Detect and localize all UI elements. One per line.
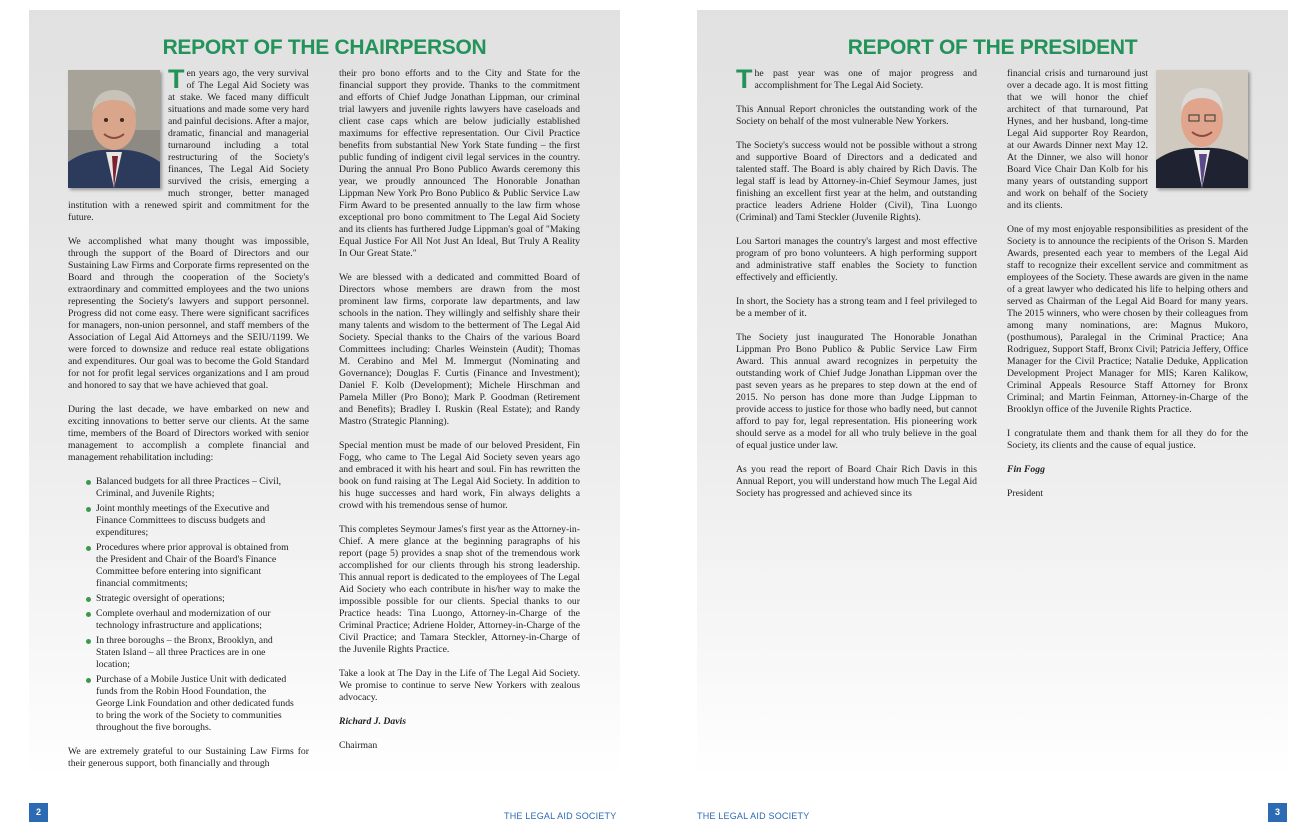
- paragraph: their pro bono efforts and to the City and State for the financial support they provide. Thanks to the commitment and efforts of Chief Judge Jonathan Lippman, our criminal trial lawyers and juvenile rights lawyers have caseloads and client case caps which are below judicially established maximums for effective representation. Our Civil Practice benefits from substantial New York State funding – the first public funding of indigent civil legal services in the country. During the annual Pro Bono Publico Awards ceremony this year, we proudly announced The Honorable Jonathan Lippman New York Pro Bono Publico & Public Service Law Firm Award to be presented annually to the law firm whose exceptional pro bono commitment to The Legal Aid Society and its clients has furthered Judge Lippman's goal of "Making Equal Justice For All Not Just An Ideal, But Truly A Reality In Our Great State.": [339, 68, 580, 259]
- paragraph: I congratulate them and thank them for all they do for the Society, its clients and the cause of equal justice.: [1007, 428, 1248, 451]
- signature-role: Chairman: [339, 740, 378, 751]
- signature-role: President: [1007, 488, 1044, 499]
- dropcap: T: [736, 64, 753, 94]
- page-number-right: 3: [1268, 803, 1287, 822]
- left-page: [29, 10, 620, 778]
- bullet-item: Procedures where prior approval is obtained from the President and Chair of the Board's Finance Committee before entering into significant financial commitments;: [96, 542, 309, 590]
- president-portrait: [1156, 70, 1248, 188]
- paragraph: en years ago, the very survival of The Legal Aid Society was at stake. We faced many difficult situations and made some very hard and painful decisions. After a major, dramatic, financial and managerial turnaround including a total restructuring of the Society's finances, The Legal Aid Society survived the crisis, emerging a much stronger, better managed institution with a renewed spirit and commitment for the future.: [68, 68, 309, 223]
- paragraph: As you read the report of Board Chair Rich Davis in this Annual Report, you will understand how much The Legal Aid Society has progressed and achieved since its: [736, 464, 977, 499]
- right-page: [697, 10, 1288, 778]
- paragraph: Take a look at The Day in the Life of The Legal Aid Society. We promise to continue to serve New Yorkers with zealous advocacy.: [339, 668, 580, 703]
- paragraph: This Annual Report chronicles the outstanding work of the Society on behalf of the most vulnerable New Yorkers.: [736, 104, 977, 127]
- paragraph: Lou Sartori manages the country's largest and most effective program of pro bono volunteers. A high performing support and administrative staff enables the Society to function effectively and efficiently.: [736, 236, 977, 283]
- paragraph: In short, the Society has a strong team and I feel privileged to be a member of it.: [736, 296, 977, 319]
- page-number-left: 2: [29, 803, 48, 822]
- bullet-item: In three boroughs – the Bronx, Brooklyn, and Staten Island – all three Practices are in one location;: [96, 635, 309, 671]
- paragraph: he past year was one of major progress and accomplishment for The Legal Aid Society.: [754, 68, 977, 91]
- paragraph: One of my most enjoyable responsibilities as president of the Society is to announce the recipients of the Orison S. Marden Awards, presented each year to members of the Legal Aid staff to recognize their excellent service and commitment as employees of the Society. These awards are given in the name of a great lawyer who dedicated his life to helping others and served as Chairman of the Legal Aid Board for many years. The 2015 winners, who were chosen by their colleagues from among many nominations, are: Magnus Mukoro, (posthumous), Paralegal in the Criminal Practice; Ana Rodriguez, Support Staff, Bronx Civil; Patricia Jeffery, Office Manager for the Civil Practice; Natalie Deduke, Application Development Project Manager for MIS; Karen Kalikow, Criminal Appeals Resource Staff Attorney for Bronx Criminal; and Martin Feinman, Attorney-in-Charge of the Brooklyn office of the Juvenile Rights Practice.: [1007, 224, 1248, 415]
- paragraph: We are blessed with a dedicated and committed Board of Directors whose members are drawn from the most prominent law firms, corporate law departments, and law schools in the nation. They willingly and selfishly share their many talents and wisdom to the betterment of The Legal Aid Society. Special thanks to the Chairs of the various Board Committees including: Charles Weinstein (Audit); Thomas M. Cerabino and Mel M. Immergut (Nominating and Governance); Douglas F. Curtis (Finance and Investment); Daniel F. Kolb (Development); Michele Hirschman and Pamela Miller (Pro Bono); Mark P. Goodman (Retirement and Benefits); Bradley I. Ruskin (Real Estate); and Randy Mastro (Strategic Planning).: [339, 272, 580, 427]
- bullet-item: Strategic oversight of operations;: [96, 593, 309, 605]
- paragraph: The Society just inaugurated The Honorable Jonathan Lippman Pro Bono Publico & Public Service Law Firm Award. This annual award recognizes in perpetuity the outstanding work of Chief Judge Jonathan Lippman over the past seven years as he prepares to step down at the end of 2015. No person has done more than Judge Lippman to provide access to justice for those who badly need, but cannot afford to pay for, legal representation. His pioneering work should serve as a model for all who truly believe in the goal of equal justice under law.: [736, 332, 977, 451]
- footer-left: THE LEGAL AID SOCIETY: [504, 811, 617, 821]
- chairperson-column-1: [68, 64, 309, 782]
- paragraph: The Society's success would not be possible without a strong and supportive Board of Directors and a dedicated and talented staff. The Board is ably chaired by Rich Davis. The legal staff is lead by Attorney-in-Chief Seymour James, just finishing an excellent first year at the helm, and outstanding practice leaders Adriene Holder (Civil), Tina Luongo (Criminal) and Tami Steckler (Juvenile Rights).: [736, 140, 977, 223]
- bullet-item: Complete overhaul and modernization of our technology infrastructure and applications;: [96, 608, 309, 632]
- bullet-item: Purchase of a Mobile Justice Unit with dedicated funds from the Robin Hood Foundation, the George Link Foundation and other dedicated funds to bring the work of the Society to communities throughout the five boroughs.: [96, 674, 309, 734]
- paragraph: We accomplished what many thought was impossible, through the support of the Board of Directors and our Sustaining Law Firms and Corporate firms represented on the Board and through the cooperation of the Society's extraordinary and committed employees and the two unions representing the Society's lawyers and support personnel. Progress did not come easy. There were significant sacrifices for managers, non-union personnel, and staff members of the Association of Legal Aid Attorneys and the SEIU/1199. We were forced to downsize and reduce real estate obligations and expenditures. Our goal was to become the Gold Standard for not for profit legal services organizations and I am proud and honored to say that we have achieved that goal.: [68, 236, 309, 391]
- chairperson-column-2: [339, 68, 580, 764]
- bullet-item: Balanced budgets for all three Practices – Civil, Criminal, and Juvenile Rights;: [96, 476, 309, 500]
- paragraph: We are extremely grateful to our Sustaining Law Firms for their generous support, both financially and through: [68, 746, 309, 769]
- president-title: REPORT OF THE PRESIDENT: [847, 36, 1138, 59]
- paragraph: During the last decade, we have embarked on new and exciting innovations to better serve our clients. At the same time, members of the Board of Directors worked with senior management to accomplish a complete financial and management rehabilitation including:: [68, 404, 309, 463]
- bullet-item: Joint monthly meetings of the Executive and Finance Committees to discuss budgets and expenditures;: [96, 503, 309, 539]
- dropcap: T: [168, 64, 185, 94]
- paragraph: This completes Seymour James's first year as the Attorney-in-Chief. A mere glance at the beginning paragraphs of his report (page 5) provides a snap shot of the tremendous work accomplished for our clients through his strong leadership. This annual report is dedicated to the employees of The Legal Aid Society who each contribute in his/her way to make the impossible possible for our clients. Special thanks to our Practice heads: Tina Luongo, Attorney-in-Charge of the Criminal Practice; Adriene Holder, Attorney-in-Charge of the Civil Practice; and Tamara Steckler, Attorney-in-Charge of the Juvenile Rights Practice.: [339, 524, 580, 655]
- chairperson-portrait: [68, 70, 160, 188]
- president-column-1: [736, 64, 977, 512]
- paragraph: financial crisis and turnaround just over a decade ago. It is most fitting that we will honor the chief architect of that turnaround, Pat Hynes, and her husband, long-time Legal Aid supporter Roy Reardon, at our Awards Dinner next May 12. At the Dinner, we also will honor Board Vice Chair Dan Kolb for his many years of outstanding support and work on behalf of the Society and its clients.: [1007, 68, 1148, 211]
- chairperson-title: REPORT OF THE CHAIRPERSON: [162, 36, 487, 59]
- signature: Richard J. Davis: [339, 716, 407, 727]
- paragraph: Special mention must be made of our beloved President, Fin Fogg, who came to The Legal Aid Society seven years ago and embraced it with his heart and soul. Fin has rewritten the book on fund raising at The Legal Aid Society. In addition to his huge successes and hard work, Fin always delights a crowd with his tremendous sense of humor.: [339, 440, 580, 511]
- signature: Fin Fogg: [1007, 464, 1045, 475]
- president-column-2: [1007, 68, 1248, 512]
- bullet-list: [68, 476, 309, 734]
- footer-right: THE LEGAL AID SOCIETY: [697, 811, 810, 821]
